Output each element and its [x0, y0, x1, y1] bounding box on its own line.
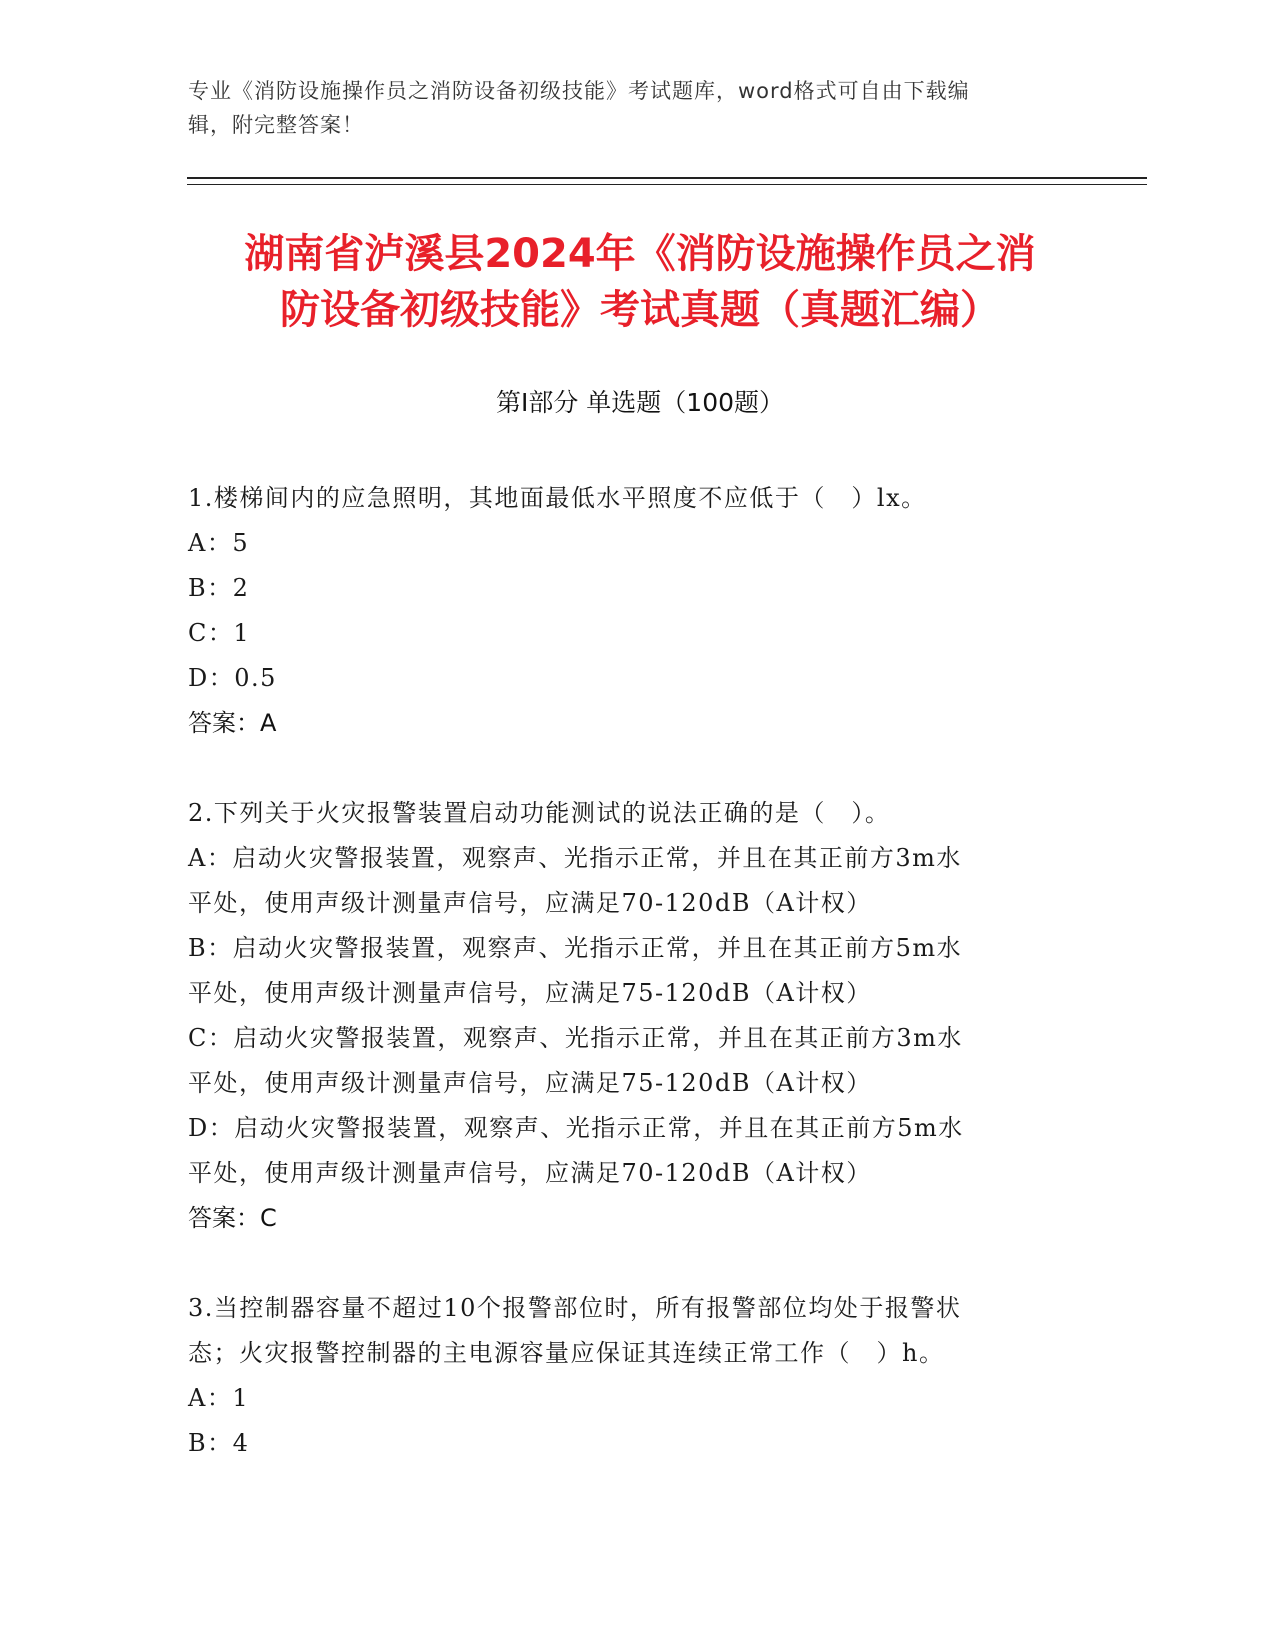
question-list	[188, 476, 1088, 1511]
option-c-line-2: 平处，使用声级计测量声信号，应满足75-120dB（A计权）	[188, 1069, 872, 1097]
header-divider-thick	[187, 177, 1147, 179]
option-a: A：1	[188, 1384, 250, 1412]
option-a-line-2: 平处，使用声级计测量声信号，应满足70-120dB（A计权）	[188, 889, 872, 917]
option-d: D：0.5	[188, 664, 277, 692]
option-a: A：5	[188, 529, 250, 557]
answer: 答案：A	[188, 709, 277, 737]
question-stem-line-1: 3.当控制器容量不超过10个报警部位时，所有报警部位均处于报警状	[188, 1294, 962, 1322]
header-divider-thin	[187, 184, 1147, 185]
document-title-line-2: 防设备初级技能》考试真题（真题汇编）	[280, 287, 1000, 333]
question-2	[188, 791, 1088, 1241]
option-b: B：4	[188, 1429, 250, 1457]
question-3	[188, 1286, 1088, 1466]
option-c: C：1	[188, 619, 251, 647]
answer: 答案：C	[188, 1204, 277, 1232]
option-a-line-1: A：启动火灾警报装置，观察声、光指示正常，并且在其正前方3m水	[188, 844, 962, 872]
document-title	[180, 226, 1100, 338]
document-title-line-1: 湖南省泸溪县2024年《消防设施操作员之消	[244, 231, 1036, 277]
header-note-line-2: 辑，附完整答案！	[188, 113, 364, 137]
header-note	[188, 74, 1088, 142]
option-b-line-1: B：启动火灾警报装置，观察声、光指示正常，并且在其正前方5m水	[188, 934, 963, 962]
question-1	[188, 476, 1088, 746]
question-stem: 2.下列关于火灾报警装置启动功能测试的说法正确的是（ ）。	[188, 799, 891, 827]
question-stem: 1.楼梯间内的应急照明，其地面最低水平照度不应低于（ ）lx。	[188, 484, 927, 512]
option-d-line-1: D：启动火灾警报装置，观察声、光指示正常，并且在其正前方5m水	[188, 1114, 964, 1142]
question-stem-line-2: 态；火灾报警控制器的主电源容量应保证其连续正常工作（ ）h。	[188, 1339, 945, 1367]
option-b: B：2	[188, 574, 250, 602]
option-c-line-1: C：启动火灾警报装置，观察声、光指示正常，并且在其正前方3m水	[188, 1024, 963, 1052]
section-title: 第Ⅰ部分 单选题（100题）	[495, 388, 785, 417]
option-d-line-2: 平处，使用声级计测量声信号，应满足70-120dB（A计权）	[188, 1159, 872, 1187]
option-b-line-2: 平处，使用声级计测量声信号，应满足75-120dB（A计权）	[188, 979, 872, 1007]
header-note-line-1: 专业《消防设施操作员之消防设备初级技能》考试题库，word格式可自由下载编	[188, 79, 970, 103]
